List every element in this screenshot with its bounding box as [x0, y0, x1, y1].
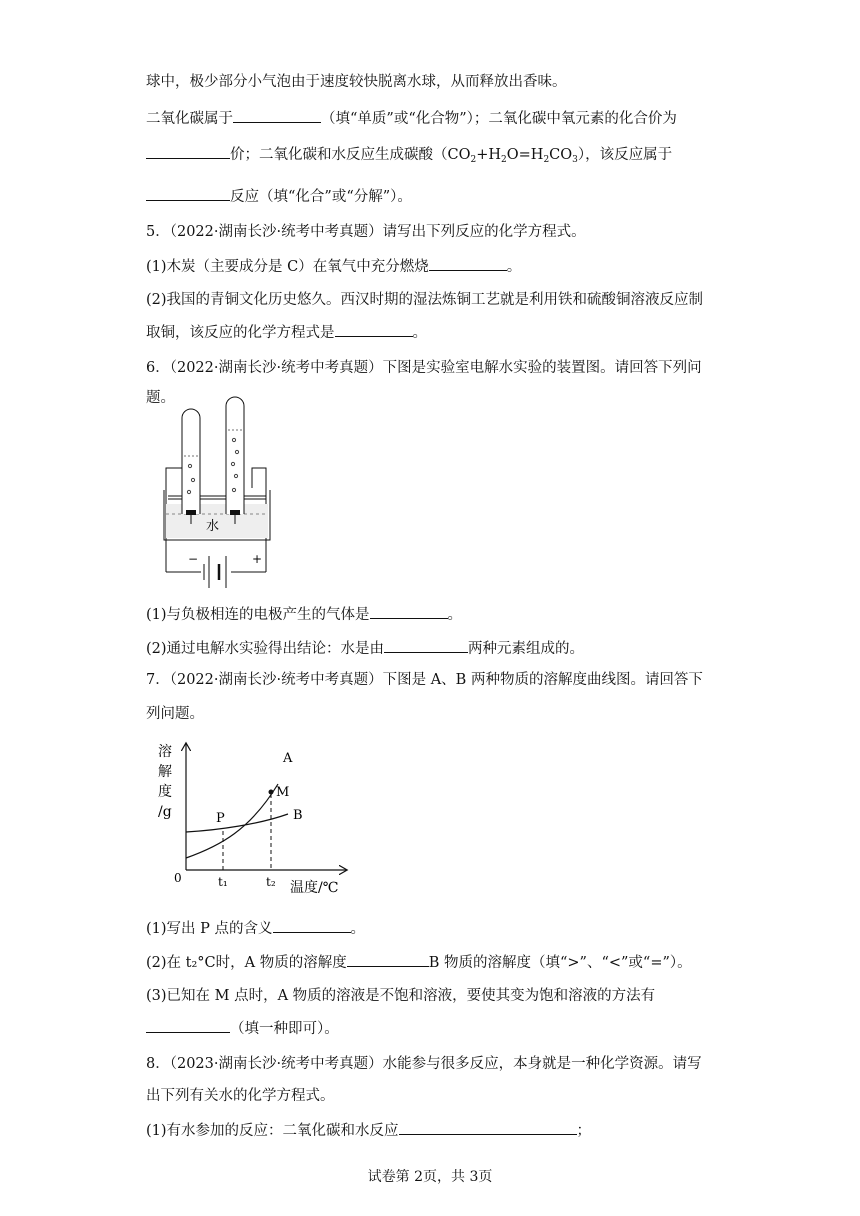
answer-blank[interactable]	[146, 186, 230, 201]
point-p-label: P	[216, 811, 225, 826]
text-line	[146, 144, 672, 170]
sub-question: (1)与负极相连的电极产生的气体是 。	[146, 604, 462, 625]
point-m-label: M	[276, 785, 290, 800]
point-m	[269, 790, 274, 795]
electrolysis-diagram	[146, 396, 286, 592]
text-line: 球中，极少部分小气泡由于速度较快脱离水球，从而释放出香味。	[146, 74, 567, 90]
text-span: 二氧化碳属于	[146, 111, 233, 127]
answer-blank[interactable]	[399, 1120, 577, 1135]
text-line	[146, 186, 412, 207]
sub-question: (2)我国的青铜文化历史悠久。西汉时期的湿法炼铜工艺就是利用铁和硫酸铜溶液反应制	[146, 292, 704, 308]
question-stem: 8．（2023·湖南长沙·统考中考真题）水能参与很多反应，本身就是一种化学资源。请写	[146, 1056, 702, 1072]
answer-blank[interactable]	[273, 918, 351, 933]
series-b-label: B	[293, 808, 303, 823]
equation: $CO_2+H_2O=H_2CO_3$	[447, 147, 578, 165]
sub-question: (3)已知在 M 点时，A 物质的溶液是不饱和溶液，要使其变为饱和溶液的方法有	[146, 988, 656, 1004]
answer-blank[interactable]	[146, 1018, 230, 1033]
page-footer: 试卷第 2页，共 3页	[367, 1169, 493, 1185]
y-label-3: 度	[158, 784, 172, 800]
positive-label: +	[252, 552, 263, 566]
sub-question: （填一种即可）。	[146, 1018, 339, 1039]
question-stem: 列问题。	[146, 706, 204, 722]
sub-question: (2)在 t₂°C时，A 物质的溶解度 B 物质的溶解度（填“>”、“<”或“=”）。	[146, 952, 692, 973]
question-stem: 5．（2022·湖南长沙·统考中考真题）请写出下列反应的化学方程式。	[146, 224, 586, 240]
question-stem: 题。	[146, 390, 175, 406]
answer-blank[interactable]	[429, 256, 507, 271]
sub-question: (2)通过电解水实验得出结论：水是由 两种元素组成的。	[146, 638, 584, 659]
y-label-4: /g	[158, 804, 172, 820]
y-label-1: 溶	[158, 744, 172, 760]
answer-blank[interactable]	[370, 604, 448, 619]
x-axis-label: 温度/℃	[290, 880, 339, 896]
sub-question: (1)写出 P 点的含义 。	[146, 918, 365, 939]
text-line	[146, 108, 677, 129]
negative-label: −	[188, 552, 199, 566]
sub-question: (1)有水参加的反应：二氧化碳和水反应 ；	[146, 1120, 591, 1141]
answer-blank[interactable]	[335, 322, 413, 337]
text-span: （填“单质”或“化合物”）；二氧化碳中氧元素的化合价为	[321, 111, 677, 127]
answer-blank[interactable]	[384, 638, 468, 653]
t2-label: t₂	[266, 875, 276, 889]
series-b-curve	[186, 814, 288, 832]
question-stem: 出下列有关水的化学方程式。	[146, 1088, 335, 1104]
text-span: 反应（填“化合”或“分解”）。	[230, 189, 412, 205]
answer-blank[interactable]	[146, 144, 230, 159]
answer-blank[interactable]	[347, 952, 429, 967]
sub-question: 取铜，该反应的化学方程式是 。	[146, 322, 427, 343]
text-span: ），该反应属于	[577, 147, 673, 163]
origin-label: 0	[174, 871, 182, 885]
series-a-label: A	[283, 751, 293, 766]
t1-label: t₁	[218, 875, 228, 889]
water-label: 水	[206, 519, 220, 534]
answer-blank[interactable]	[233, 108, 321, 123]
y-label-2: 解	[158, 764, 172, 780]
question-stem: 6．（2022·湖南长沙·统考中考真题）下图是实验室电解水实验的装置图。请回答下列问	[146, 360, 702, 376]
sub-question: (1)木炭（主要成分是 C）在氧气中充分燃烧 。	[146, 256, 521, 277]
text-span: 价；二氧化碳和水反应生成碳酸（	[230, 147, 448, 163]
solubility-chart	[150, 740, 360, 900]
question-stem: 7．（2022·湖南长沙·统考中考真题）下图是 A、B 两种物质的溶解度曲线图。请回答下	[146, 672, 703, 688]
